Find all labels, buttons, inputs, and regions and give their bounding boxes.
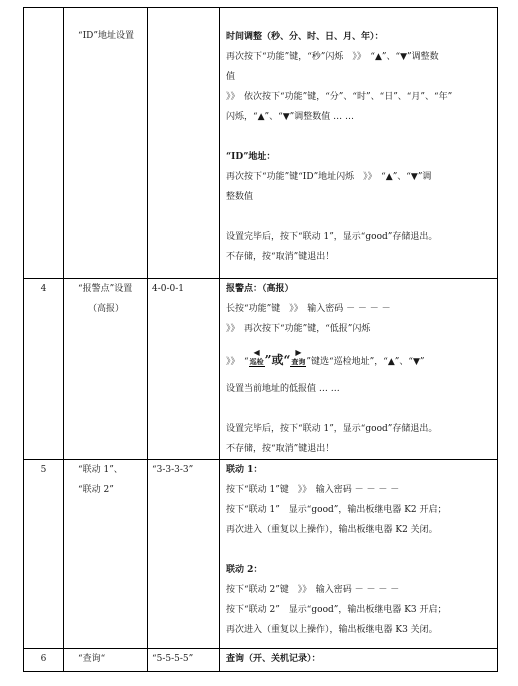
text-line: 》》 依次按下“功能”键，“分”、“时”、“日”、“月”、“年” [226, 92, 453, 102]
item-name [64, 460, 148, 649]
text-line: 设置完毕后，按下“联动 1”，显示“good”存储退出。 [226, 232, 438, 242]
item-name-line: “联动 2” [78, 485, 114, 495]
item-name [64, 8, 148, 279]
text-line: 长按“功能”键 》》 输入密码 － － － － [226, 304, 391, 314]
section-heading: 时间调整（秒、分、时、日、月、年）： [226, 32, 384, 42]
item-name [64, 649, 148, 672]
table-row [24, 279, 498, 460]
item-description [220, 460, 498, 649]
text-line: 设置当前地址的低报值 … … [226, 384, 340, 394]
item-code: “5-5-5-5” [148, 649, 220, 672]
table-row [24, 649, 498, 672]
row-number: 6 [24, 649, 64, 672]
item-description [220, 649, 498, 672]
item-code: “3-3-3-3” [148, 460, 220, 649]
section-heading: “ID”地址： [226, 152, 276, 162]
text-line: 按下“联动 1” 显示“good”，输出板继电器 K2 开启； [226, 505, 447, 515]
section-heading: 联动 2： [226, 565, 263, 575]
item-name-line: （高报） [88, 304, 125, 314]
text-fragment: ”或“ [264, 353, 291, 367]
patrol-key-label: 巡检 [249, 357, 264, 366]
table-row [24, 460, 498, 649]
text-line: 按下“联动 2” 显示“good”，输出板继电器 K3 开启； [226, 605, 447, 615]
text-line: 再次进入（重复以上操作），输出板继电器 K2 关闭。 [226, 525, 438, 535]
item-name-line: “联动 1”、 [78, 465, 123, 475]
item-code: 4-0-0-1 [148, 279, 220, 460]
text-fragment: ”键选“巡检地址”，“▲”、“▼” [306, 357, 425, 367]
text-line: 》》 再次按下“功能”键，“低报”闪烁 [226, 324, 371, 334]
row-number [24, 8, 64, 279]
item-name-line: “查询“ [78, 654, 106, 664]
text-line: 闪烁，“▲”、“▼”调整数值 … … [226, 112, 354, 122]
settings-table [23, 7, 498, 672]
section-heading: 查询（开、关机记录）： [226, 654, 321, 664]
patrol-key-icon [249, 344, 265, 378]
query-key-label: 查询 [291, 357, 306, 366]
item-name-line: “报警点”设置 [78, 284, 133, 294]
item-name [64, 279, 148, 460]
right-arrow-icon: ▶ [295, 347, 302, 357]
text-line: 按下“联动 1”键 》》 输入密码 － － － － [226, 485, 400, 495]
item-name-line: “ID”地址设置 [78, 31, 134, 41]
item-code [148, 8, 220, 279]
text-line: 不存储，按“取消”键退出！ [226, 444, 335, 454]
table-row [24, 8, 498, 279]
query-key-icon [290, 344, 306, 378]
text-line [226, 343, 493, 379]
text-line: 不存储，按“取消”键退出！ [226, 252, 335, 262]
left-arrow-icon: ◀ [253, 347, 260, 357]
text-line: 再次进入（重复以上操作），输出板继电器 K3 关闭。 [226, 625, 438, 635]
text-line: 值 [226, 72, 236, 82]
text-line: 设置完毕后，按下“联动 1”，显示“good”存储退出。 [226, 424, 438, 434]
text-line: 再次按下“功能”键，“秒”闪烁 》》 “▲”、“▼”调整数 [226, 52, 439, 62]
text-line: 再次按下“功能”键“ID”地址闪烁 》》 “▲”、“▼”调 [226, 172, 432, 182]
text-fragment: 》》 “ [226, 357, 249, 367]
row-number: 4 [24, 279, 64, 460]
section-heading: 报警点：（高报） [226, 284, 294, 294]
item-description [220, 8, 498, 279]
text-line: 整数值 [226, 192, 254, 202]
text-line: 按下“联动 2”键 》》 输入密码 － － － － [226, 585, 400, 595]
row-number: 5 [24, 460, 64, 649]
section-heading: 联动 1： [226, 465, 263, 475]
item-description [220, 279, 498, 460]
